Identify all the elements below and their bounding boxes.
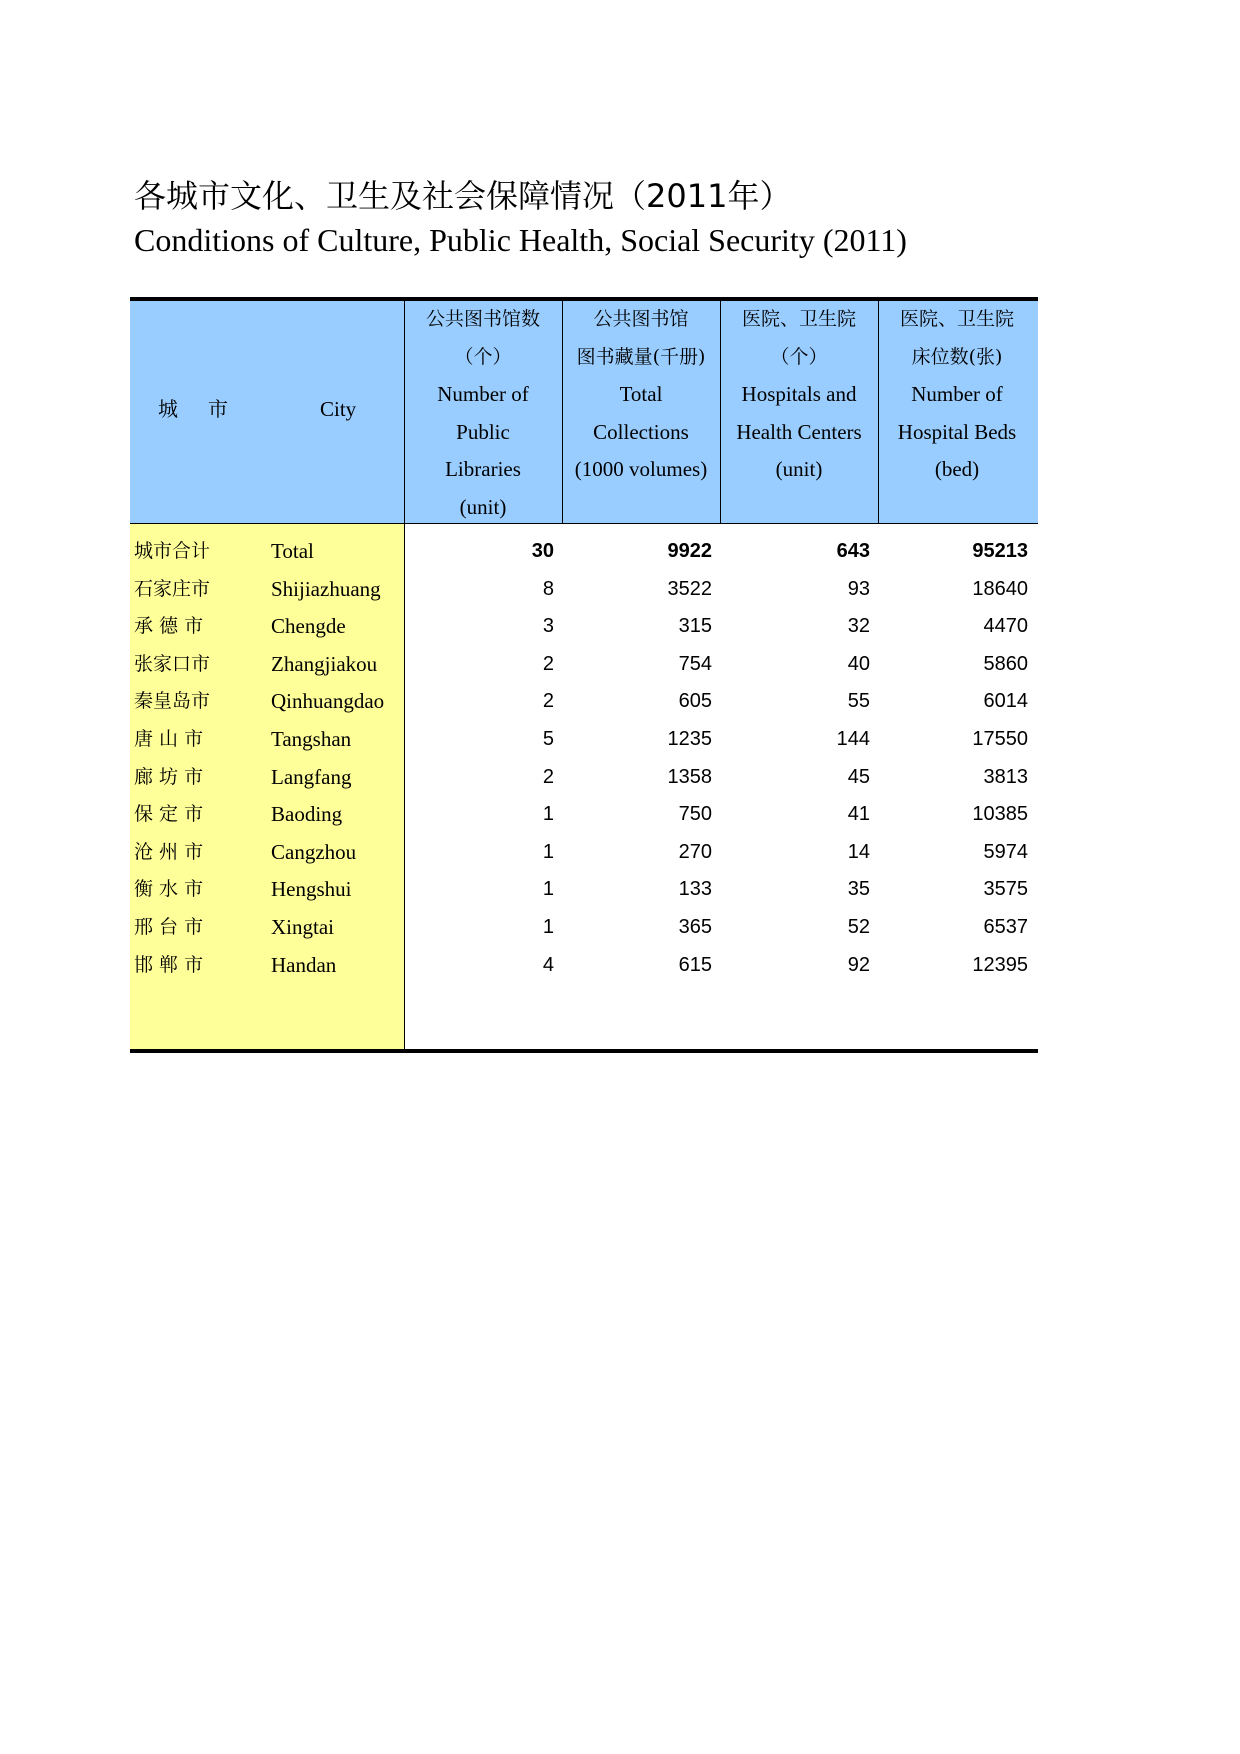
hospitals-value: 144 bbox=[836, 728, 870, 750]
header-label-line: 公共图书馆数 bbox=[425, 308, 540, 330]
city-name-cn: 保 定 市 bbox=[134, 803, 204, 826]
collections-value: 315 bbox=[678, 615, 712, 638]
header-label-line: 公共图书馆 bbox=[593, 308, 689, 330]
beds-value: 3575 bbox=[983, 878, 1028, 901]
table-row bbox=[130, 721, 1038, 759]
table-row bbox=[130, 646, 1038, 684]
header-column-collections bbox=[562, 301, 720, 489]
hospitals-value: 32 bbox=[847, 615, 870, 638]
city-name-cn: 邢 台 市 bbox=[134, 916, 204, 938]
beds-value: 17550 bbox=[972, 728, 1028, 750]
beds-value: 95213 bbox=[972, 540, 1028, 562]
header-label-line: 图书藏量(千册) bbox=[576, 345, 706, 368]
libraries-value: 30 bbox=[531, 540, 554, 562]
libraries-value: 1 bbox=[542, 840, 554, 863]
beds-value: 6537 bbox=[983, 916, 1028, 938]
header-column-beds bbox=[878, 301, 1036, 489]
collections-value: 1235 bbox=[667, 728, 712, 750]
city-name-cn: 邯 郸 市 bbox=[134, 953, 204, 976]
table-bottom-border bbox=[130, 1049, 1038, 1053]
city-name-cn: 廊 坊 市 bbox=[134, 765, 204, 788]
header-city-cn: 城市 bbox=[158, 397, 258, 421]
header-label-line: Public bbox=[456, 419, 510, 444]
hospitals-value: 52 bbox=[847, 916, 870, 938]
header-label-line: 床位数(张) bbox=[911, 345, 1003, 368]
city-name-en: Cangzhou bbox=[271, 839, 357, 864]
beds-value: 5860 bbox=[983, 652, 1028, 675]
city-name-en: Handan bbox=[271, 952, 337, 977]
libraries-value: 1 bbox=[542, 916, 554, 938]
table-row bbox=[130, 834, 1038, 872]
city-name-en: Zhangjiakou bbox=[271, 651, 378, 676]
libraries-value: 1 bbox=[542, 878, 554, 901]
collections-value: 615 bbox=[678, 953, 712, 976]
hospitals-value: 92 bbox=[847, 953, 870, 976]
city-name-cn: 张家口市 bbox=[134, 652, 211, 675]
header-label-line: 医院、卫生院 bbox=[899, 308, 1014, 330]
header-label-line: Number of bbox=[437, 382, 529, 407]
hospitals-value: 41 bbox=[847, 803, 870, 826]
table-row bbox=[130, 871, 1038, 909]
city-name-cn: 承 德 市 bbox=[134, 615, 204, 638]
city-name-en: Tangshan bbox=[271, 727, 352, 751]
header-label-line: 医院、卫生院 bbox=[741, 308, 856, 330]
libraries-value: 8 bbox=[542, 577, 554, 600]
city-name-en: Hengshui bbox=[271, 877, 352, 902]
libraries-value: 2 bbox=[542, 652, 554, 675]
city-name-en: Total bbox=[271, 539, 314, 563]
city-name-en: Shijiazhuang bbox=[271, 576, 381, 601]
city-name-cn: 城市合计 bbox=[134, 540, 211, 562]
libraries-value: 3 bbox=[542, 615, 554, 638]
header-column-libraries bbox=[404, 301, 562, 527]
hospitals-value: 14 bbox=[847, 840, 870, 863]
hospitals-value: 35 bbox=[847, 878, 870, 901]
beds-value: 10385 bbox=[972, 803, 1028, 826]
header-label-line: Total bbox=[619, 382, 663, 407]
beds-value: 6014 bbox=[983, 690, 1028, 713]
collections-value: 9922 bbox=[667, 540, 712, 562]
header-label-line: (1000 volumes) bbox=[574, 457, 708, 482]
collections-value: 133 bbox=[678, 878, 712, 901]
beds-value: 4470 bbox=[983, 615, 1028, 638]
table-row bbox=[130, 759, 1038, 797]
hospitals-value: 40 bbox=[847, 652, 870, 675]
statistics-table bbox=[130, 297, 1038, 1053]
city-name-en: Langfang bbox=[271, 764, 352, 789]
collections-value: 3522 bbox=[667, 577, 712, 600]
city-name-cn: 秦皇岛市 bbox=[134, 690, 211, 713]
beds-value: 5974 bbox=[983, 840, 1028, 863]
collections-value: 365 bbox=[678, 916, 712, 938]
city-name-en: Baoding bbox=[271, 802, 343, 827]
beds-value: 3813 bbox=[983, 765, 1028, 788]
header-label-line: Hospital Beds bbox=[897, 419, 1017, 444]
header-label-line: Collections bbox=[593, 419, 689, 444]
page-title-en: Conditions of Culture, Public Health, Social Security (2011) bbox=[134, 222, 907, 258]
libraries-value: 2 bbox=[542, 765, 554, 788]
table-row bbox=[130, 796, 1038, 834]
table-row bbox=[130, 947, 1038, 985]
header-label-line: Libraries bbox=[445, 457, 521, 482]
city-name-cn: 衡 水 市 bbox=[134, 878, 204, 901]
collections-value: 270 bbox=[678, 840, 712, 863]
city-name-cn: 沧 州 市 bbox=[134, 840, 204, 863]
header-label-line: Health Centers bbox=[736, 419, 862, 444]
hospitals-value: 93 bbox=[847, 577, 870, 600]
header-label-line: （个） bbox=[770, 345, 828, 368]
beds-value: 18640 bbox=[972, 577, 1028, 600]
table-row-total bbox=[130, 533, 1038, 571]
header-label-line: Hospitals and bbox=[741, 382, 857, 407]
collections-value: 1358 bbox=[667, 765, 712, 788]
table-row bbox=[130, 909, 1038, 947]
hospitals-value: 643 bbox=[836, 540, 870, 562]
page-title-cn: 各城市文化、卫生及社会保障情况（2011年） bbox=[134, 177, 792, 215]
header-label-line: (bed) bbox=[934, 457, 980, 482]
hospitals-value: 55 bbox=[847, 690, 870, 713]
header-city-en: City bbox=[320, 397, 357, 421]
city-name-cn: 唐 山 市 bbox=[134, 728, 204, 750]
header-column-hospitals bbox=[720, 301, 878, 489]
header-label-line: Number of bbox=[911, 382, 1003, 407]
libraries-value: 1 bbox=[542, 803, 554, 826]
header-label-line: (unit) bbox=[459, 494, 507, 519]
city-name-en: Chengde bbox=[271, 614, 346, 639]
beds-value: 12395 bbox=[972, 953, 1028, 976]
header-label-line: （个） bbox=[454, 345, 512, 368]
header-divider bbox=[130, 523, 1038, 524]
table-row bbox=[130, 571, 1038, 609]
collections-value: 605 bbox=[678, 690, 712, 713]
table-row bbox=[130, 683, 1038, 721]
libraries-value: 4 bbox=[542, 953, 554, 976]
city-name-cn: 石家庄市 bbox=[134, 577, 211, 600]
city-name-en: Qinhuangdao bbox=[271, 689, 385, 714]
libraries-value: 2 bbox=[542, 690, 554, 713]
table-row bbox=[130, 608, 1038, 646]
header-label-line: (unit) bbox=[775, 457, 823, 482]
libraries-value: 5 bbox=[542, 728, 554, 750]
hospitals-value: 45 bbox=[847, 765, 870, 788]
collections-value: 750 bbox=[678, 803, 712, 826]
collections-value: 754 bbox=[678, 652, 712, 675]
city-name-en: Xingtai bbox=[271, 915, 334, 939]
